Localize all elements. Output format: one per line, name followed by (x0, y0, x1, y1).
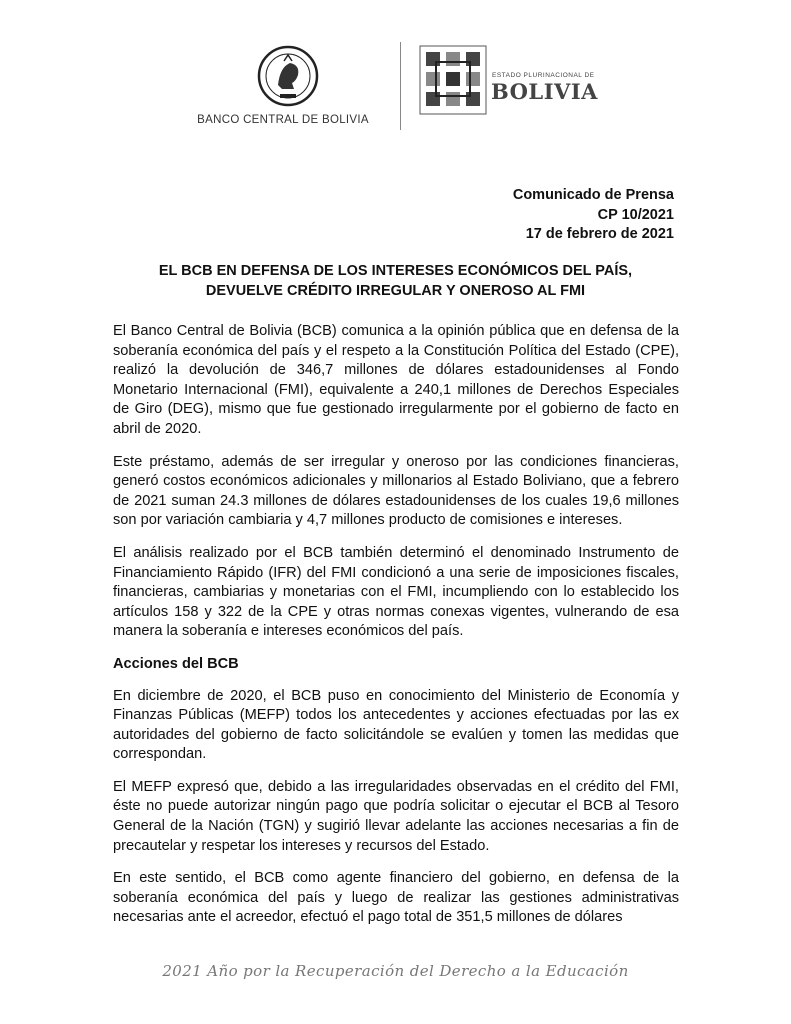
footer-motto: 2021 Año por la Recuperación del Derecho a la Educación (162, 962, 629, 980)
bolivia-emblem-icon (418, 42, 488, 118)
press-release-meta (513, 186, 674, 245)
paragraph: En diciembre de 2020, el BCB puso en conocimiento del Ministerio de Economía y Finanzas Públicas (MEFP) todos los antecedentes y acciones efectuadas por las ex autoridades del gobierno de facto solicitándole se evalúen y tomen las medidas que correspondan. (113, 687, 679, 763)
country-name: BOLIVIA (491, 79, 598, 104)
document-body (113, 322, 679, 941)
bcb-seal-icon (248, 45, 328, 107)
paragraph: El Banco Central de Bolivia (BCB) comunica a la opinión pública que en defensa de la soberanía económica del país y el respeto a la Constitución Política del Estado (CPE), realizó la devolución de 346,7 millones de dólares estadounidenses al Fondo Monetario Internacional (FMI), equivalente a 240,1 millones de Derechos Especiales de Giro (DEG), mismo que fue gestionado irregularmente por el gobierno de facto en abril de 2020. (113, 323, 679, 437)
release-type: Comunicado de Prensa (512, 187, 674, 203)
title-line-2: DEVUELVE CRÉDITO IRREGULAR Y ONEROSO AL FMI (205, 282, 586, 299)
state-label: ESTADO PLURINACIONAL DE (492, 72, 595, 79)
paragraph: En este sentido, el BCB como agente financiero del gobierno, en defensa de la soberanía económica del país y luego de realizar las gestiones administrativas necesarias ante el acreedor, efectuó el pago total de 351,5 millones de dólares (113, 870, 679, 926)
release-date: 17 de febrero de 2021 (525, 226, 674, 242)
title-line-1: EL BCB EN DEFENSA DE LOS INTERESES ECONÓMICOS DEL PAÍS, (158, 263, 633, 279)
letterhead (0, 0, 791, 140)
header-divider (400, 42, 401, 130)
section-heading: Acciones del BCB (113, 655, 239, 672)
document-title (0, 262, 791, 301)
bank-name: BANCO CENTRAL DE BOLIVIA (197, 114, 369, 126)
paragraph: Este préstamo, además de ser irregular y oneroso por las condiciones financieras, generó costos económicos adicionales y millonarios al Estado Boliviano, que a febrero de 2021 suman 24.3 millones de dólares estadounidenses de los cuales 19,6 millones son por variación cambiaria y 4,7 millones producto de comisiones e intereses. (113, 453, 679, 529)
paragraph: El MEFP expresó que, debido a las irregularidades observadas en el crédito del FMI, éste no puede autorizar ningún pago que podría solicitar o ejecutar el BCB al Tesoro General de la Nación (TGN) y sugirió llevar adelante las acciones necesarias a fin de precautelar y respetar los intereses y recursos del Estado. (113, 778, 679, 854)
paragraph: El análisis realizado por el BCB también determinó el denominado Instrumento de Financiamiento Rápido (IFR) del FMI condicionó a una serie de imposiciones fiscales, financieras, cambiarias y monetarias con el FMI, incumpliendo con lo establecido los artículos 158 y 322 de la CPE y otras normas conexas vigentes, vulnerando de esa manera la soberanía e intereses económicos del país. (113, 544, 679, 640)
release-code: CP 10/2021 (597, 206, 674, 223)
